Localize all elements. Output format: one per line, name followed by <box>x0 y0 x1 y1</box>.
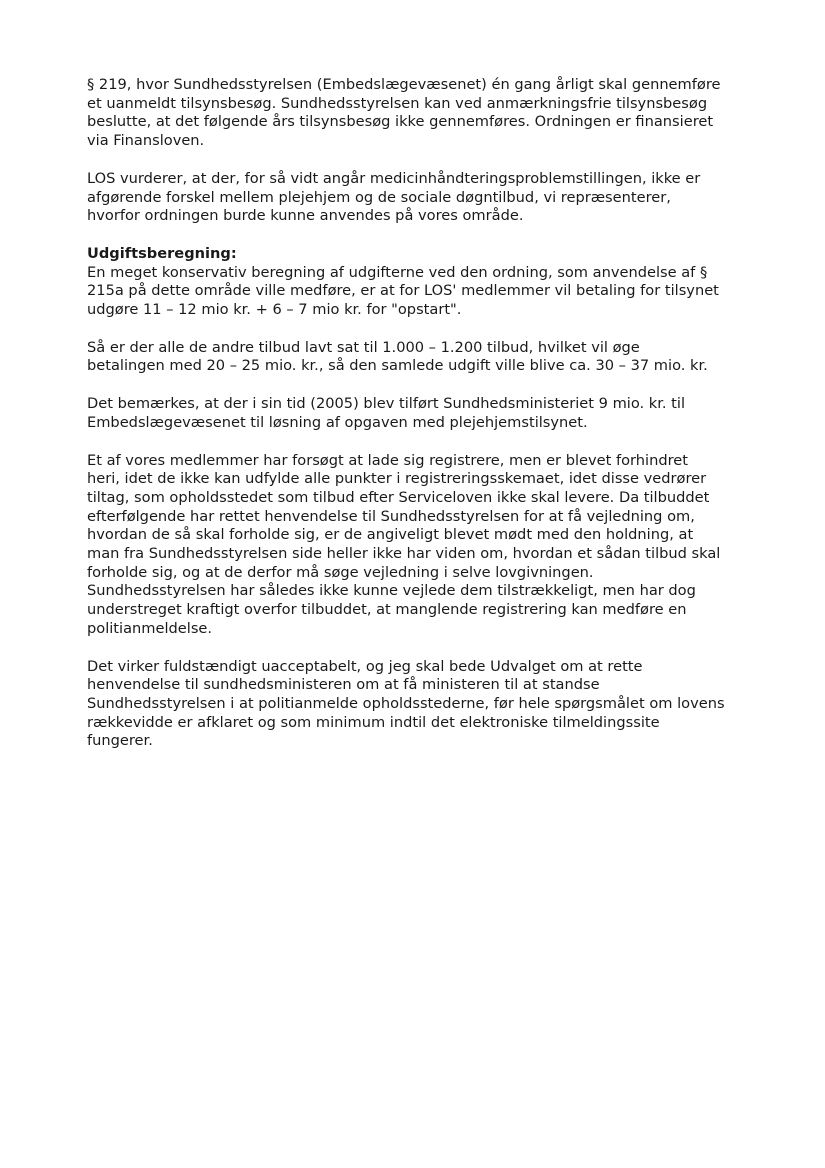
paragraph-udgiftsberegning <box>87 245 767 320</box>
text-line: politianmeldelse. <box>87 619 213 637</box>
paragraph-paragraf-219 <box>87 76 767 151</box>
text-line: En meget konservativ beregning af udgifterne ved den ordning, som anvendelse af § <box>87 263 708 281</box>
text-line: afgørende forskel mellem plejehjem og de sociale døgntilbud, vi repræsenterer, <box>87 188 671 206</box>
text-line: tiltag, som opholdsstedet som tilbud efter Serviceloven ikke skal levere. Da tilbuddet <box>87 488 710 506</box>
text-line: udgøre 11 – 12 mio kr. + 6 – 7 mio kr. for "opstart". <box>87 301 462 319</box>
text-line: Et af vores medlemmer har forsøgt at lade sig registrere, men er blevet forhindret <box>87 451 688 469</box>
paragraph-bemaerkes <box>87 395 767 432</box>
text-line: 215a på dette område ville medføre, er at for LOS' medlemmer vil betaling for tilsynet <box>87 282 719 300</box>
paragraph-los-vurderer <box>87 170 767 226</box>
text-line: fungerer. <box>87 732 153 750</box>
text-line: Det bemærkes, at der i sin tid (2005) blev tilført Sundhedsministeriet 9 mio. kr. til <box>87 395 686 413</box>
text-line: forholde sig, og at de derfor må søge vejledning i selve lovgivningen. <box>87 563 594 581</box>
text-line: rækkevidde er afklaret og som minimum indtil det elektroniske tilmeldingssite <box>87 713 660 731</box>
text-line: hvorfor ordningen burde kunne anvendes på vores område. <box>87 207 524 225</box>
text-line: hvordan de så skal forholde sig, er de angiveligt blevet mødt med den holdning, at <box>87 526 694 544</box>
text-line: § 219, hvor Sundhedsstyrelsen (Embedslægevæsenet) én gang årligt skal gennemføre <box>87 76 721 93</box>
text-line: et uanmeldt tilsynsbesøg. Sundhedsstyrelsen kan ved anmærkningsfrie tilsynsbesøg <box>87 94 708 112</box>
text-line: efterfølgende har rettet henvendelse til Sundhedsstyrelsen for at få vejledning om, <box>87 507 695 525</box>
paragraph-registrering <box>87 452 767 639</box>
paragraph-uacceptabelt <box>87 658 767 752</box>
text-line: Sundhedsstyrelsen har således ikke kunne vejlede dem tilstrækkeligt, men har dog <box>87 582 696 600</box>
text-line: understreget kraftigt overfor tilbuddet, at manglende registrering kan medføre en <box>87 601 687 619</box>
text-line: Så er der alle de andre tilbud lavt sat til 1.000 – 1.200 tilbud, hvilket vil øge <box>87 338 640 356</box>
text-line: via Finansloven. <box>87 132 205 150</box>
text-line: betalingen med 20 – 25 mio. kr., så den samlede udgift ville blive ca. 30 – 37 mio. kr. <box>87 357 708 375</box>
paragraph-andre-tilbud <box>87 339 767 376</box>
text-line: Embedslægevæsenet til løsning af opgaven med plejehjemstilsynet. <box>87 413 588 431</box>
text-line: LOS vurderer, at der, for så vidt angår medicinhåndteringsproblemstillingen, ikke er <box>87 169 701 187</box>
text-line: Sundhedsstyrelsen i at politianmelde opholdsstederne, før hele spørgsmålet om lovens <box>87 694 725 712</box>
text-line: man fra Sundhedsstyrelsen side heller ikke har viden om, hvordan et sådan tilbud skal <box>87 545 721 563</box>
text-line: henvendelse til sundhedsministeren om at få ministeren til at standse <box>87 676 600 694</box>
text-line: Det virker fuldstændigt uacceptabelt, og jeg skal bede Udvalget om at rette <box>87 657 643 675</box>
section-heading-udgiftsberegning: Udgiftsberegning: <box>87 244 237 262</box>
document-page <box>87 76 767 770</box>
text-line: beslutte, at det følgende års tilsynsbesøg ikke gennemføres. Ordningen er finansieret <box>87 113 714 131</box>
text-line: heri, idet de ikke kan udfylde alle punkter i registreringsskemaet, idet disse vedrører <box>87 470 707 488</box>
